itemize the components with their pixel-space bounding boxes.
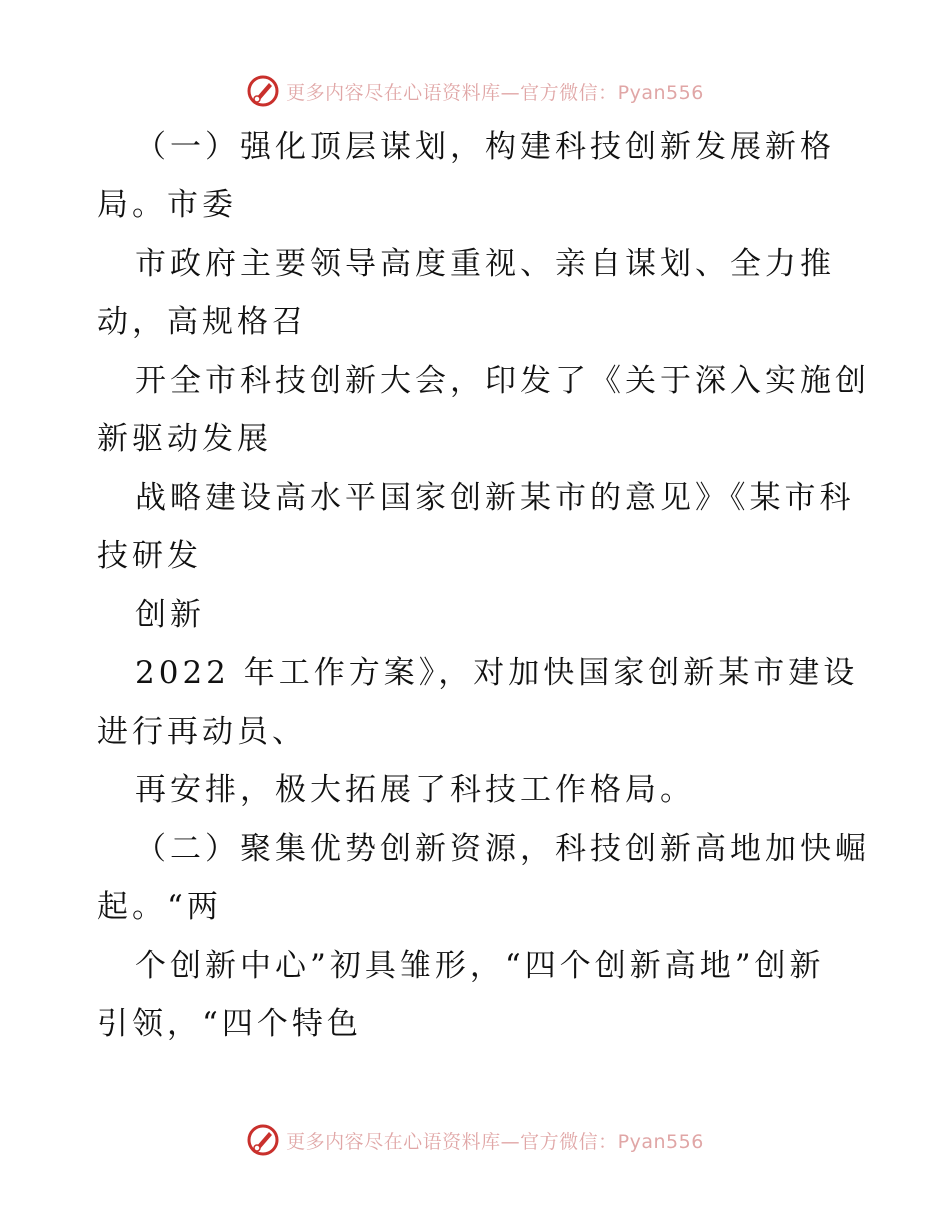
text-line: （一）强化顶层谋划，构建科技创新发展新格 bbox=[135, 129, 835, 165]
text-line: 进行再动员、 bbox=[97, 714, 307, 750]
watermark-text: 更多内容尽在心语资料库—官方微信：Pyan556 bbox=[286, 81, 704, 104]
brush-logo-icon bbox=[246, 1123, 280, 1157]
text-line: 2022 年工作方案》，对加快国家创新某市建设 bbox=[135, 655, 859, 691]
text-line: 起。“两 bbox=[97, 889, 222, 925]
text-line: 局。市委 bbox=[97, 187, 237, 223]
text-line: 动，高规格召 bbox=[97, 304, 307, 340]
watermark-text: 更多内容尽在心语资料库—官方微信：Pyan556 bbox=[286, 1130, 704, 1153]
text-line: 新驱动发展 bbox=[97, 421, 272, 457]
text-line: 技研发 bbox=[97, 538, 202, 574]
text-line: 再安排，极大拓展了科技工作格局。 bbox=[135, 772, 695, 808]
footer-watermark bbox=[0, 1120, 950, 1160]
text-line: 战略建设高水平国家创新某市的意见》《某市科 bbox=[135, 480, 855, 516]
text-line: 个创新中心”初具雏形，“四个创新高地”创新 bbox=[135, 948, 825, 984]
text-line: 开全市科技创新大会，印发了《关于深入实施创 bbox=[135, 363, 870, 399]
text-line: 市政府主要领导高度重视、亲自谋划、全力推 bbox=[135, 246, 835, 282]
text-line: 引领，“四个特色 bbox=[97, 1006, 362, 1042]
text-line: 创新 bbox=[135, 597, 205, 633]
text-line: （二）聚集优势创新资源，科技创新高地加快崛 bbox=[135, 831, 870, 867]
